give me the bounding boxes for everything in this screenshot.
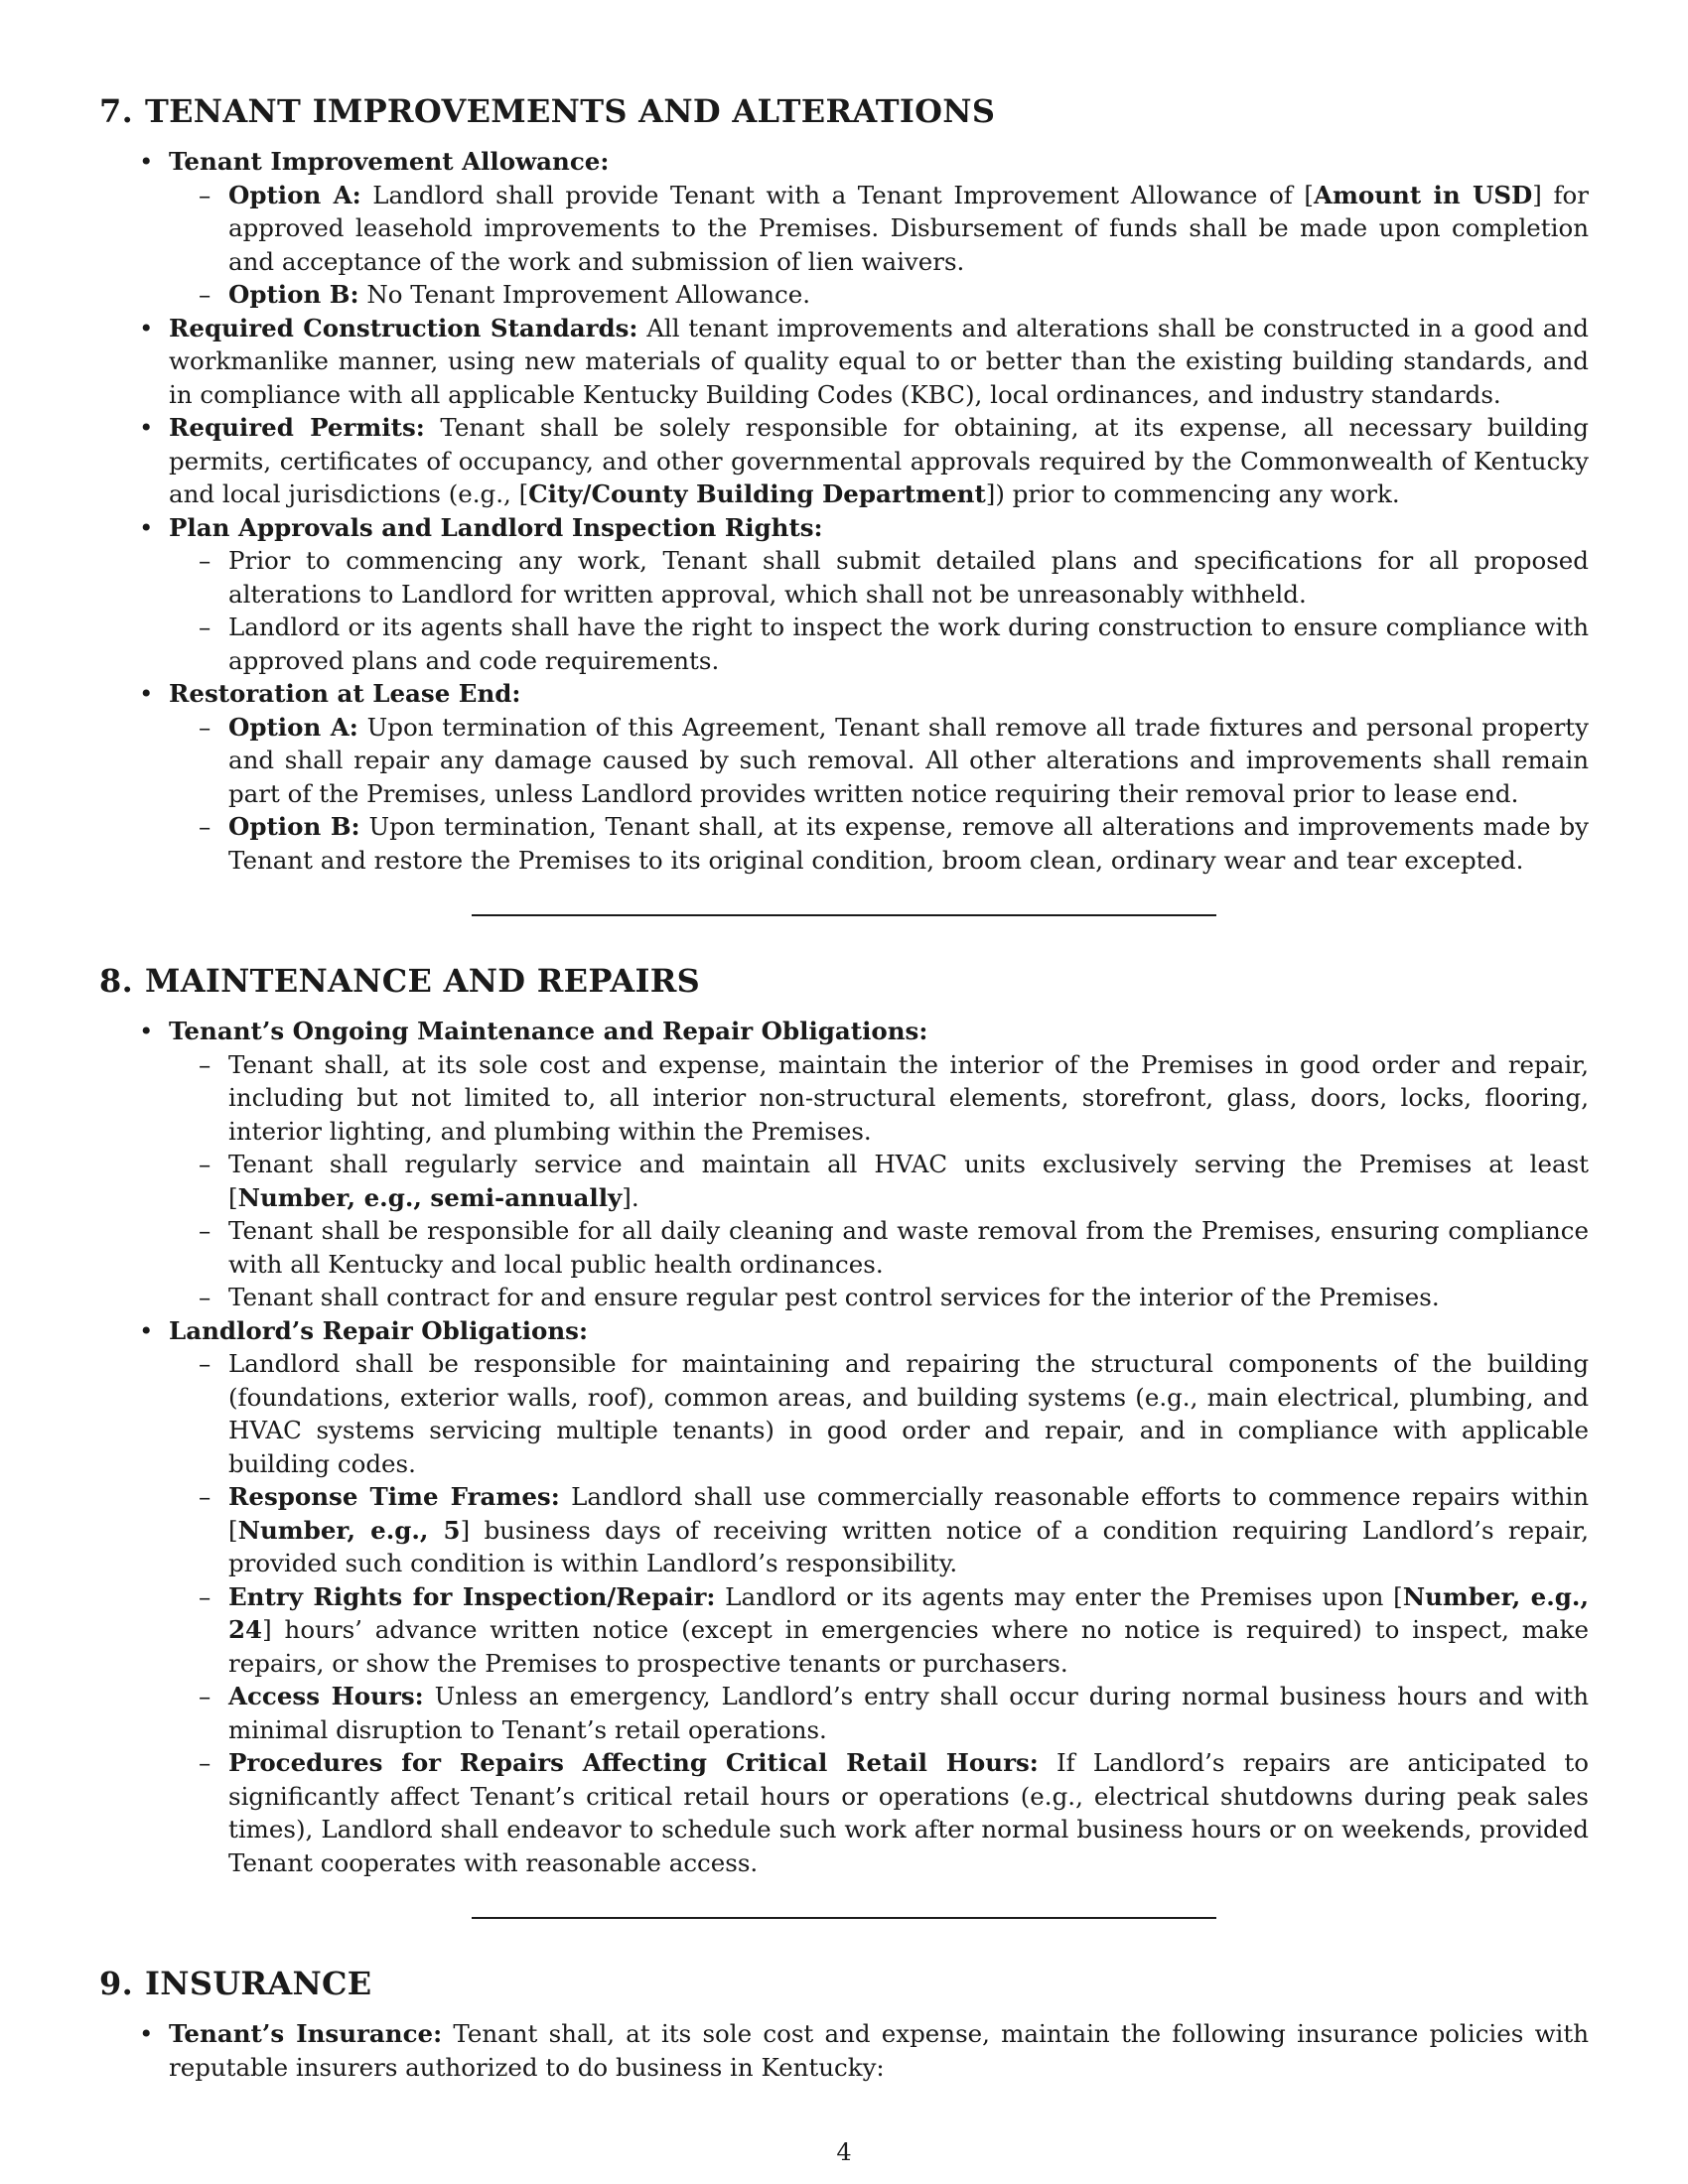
placeholder-field: City/County Building Department <box>528 479 986 508</box>
paragraph-text: Tenant shall be solely responsible for obtaining, at its expense, all necessary building permits, certificates of occupancy, and other governmental approvals required by the Commonwealth of Kentucky and local jurisdictions (e.g., [ <box>169 413 1589 508</box>
placeholder-field: Number, e.g., 24 <box>228 1581 1589 1644</box>
sub-list-item <box>228 1680 1589 1746</box>
item-label: Tenant Improvement Allowance: <box>169 147 610 176</box>
list-item <box>169 1314 1589 1880</box>
paragraph-text: ] for approved leasehold improvements to the Premises. Disbursement of funds shall be made upon completion and acceptance of the work and submission of lien waivers. <box>228 180 1589 276</box>
section-divider <box>472 1917 1216 1919</box>
sub-list-item <box>228 1580 1589 1681</box>
page-number: 4 <box>836 2138 852 2166</box>
option-label: Response Time Frames: <box>228 1482 560 1511</box>
section-divider <box>472 914 1216 916</box>
paragraph-text: If Landlord’s repairs are anticipated to significantly affect Tenant’s critical retail hours or operations (e.g., electrical shutdowns during peak sales times), Landlord shall endeavor to schedule such work after normal business hours or on weekends, provided Tenant cooperates with reasonable access. <box>228 1748 1589 1877</box>
paragraph-text: Landlord shall provide Tenant with a Tenant Improvement Allowance of [ <box>360 180 1314 209</box>
paragraph-text: ] business days of receiving written notice of a condition requiring Landlord’s repair, provided such condition is within Landlord’s responsibility. <box>228 1515 1590 1577</box>
sub-list <box>169 1048 1589 1314</box>
section-number: 7. <box>99 92 134 130</box>
sub-list-item <box>228 711 1589 811</box>
list-item <box>169 511 1589 678</box>
sub-list-item: – Tenant shall be responsible for all daily cleaning and waste removal from the Premises, ensuring compliance with all Kentucky and local public health ordinances. <box>228 1214 1589 1281</box>
placeholder-field: Number, e.g., semi-annually <box>237 1182 623 1212</box>
sub-list-item <box>228 179 1589 279</box>
paragraph-text: Tenant shall regularly service and maintain all HVAC units exclusively serving the Premises at least [ <box>228 1150 1589 1212</box>
item-label: Required Permits: <box>169 413 425 442</box>
item-label: Tenant’s Ongoing Maintenance and Repair Obligations: <box>169 1017 928 1045</box>
section-7-list <box>99 145 1589 877</box>
option-label: Option B: <box>228 280 359 309</box>
paragraph-text: No Tenant Improvement Allowance. <box>358 280 811 309</box>
item-label: Restoration at Lease End: <box>169 679 521 708</box>
section-7-heading <box>99 91 1589 131</box>
item-label: Required Construction Standards: <box>169 313 638 342</box>
list-item <box>169 677 1589 877</box>
placeholder-field: Amount in USD <box>1313 180 1533 209</box>
item-label: Plan Approvals and Landlord Inspection Rights: <box>169 512 823 542</box>
paragraph-text: ]) prior to commencing any work. <box>985 479 1400 508</box>
item-label: Landlord’s Repair Obligations: <box>169 1315 588 1345</box>
section-number: 8. <box>99 962 134 1000</box>
section-9-heading <box>99 1964 1589 2003</box>
sub-list-item <box>228 278 1589 312</box>
sub-list-item: – Landlord or its agents shall have the right to inspect the work during construction to ensure compliance with approved plans and code requirements. <box>228 611 1589 677</box>
sub-list-item: – Prior to commencing any work, Tenant shall submit detailed plans and specifications for all proposed alterations to Landlord for written approval, which shall not be unreasonably withheld. <box>228 544 1589 611</box>
sub-list-item <box>228 1746 1589 1879</box>
paragraph-text: Upon termination, Tenant shall, at its expense, remove all alterations and improvements made by Tenant and restore the Premises to its original condition, broom clean, ordinary wear and tear excepted. <box>228 812 1589 875</box>
sub-list-item <box>228 810 1589 877</box>
placeholder-field: Number, e.g., 5 <box>237 1515 461 1545</box>
list-item <box>169 1015 1589 1314</box>
sub-list-item <box>228 1480 1589 1580</box>
item-label: Tenant’s Insurance: <box>169 2019 443 2048</box>
list-item <box>169 312 1589 412</box>
sub-list-item: – Tenant shall, at its sole cost and expense, maintain the interior of the Premises in good order and repair, including but not limited to, all interior non-structural elements, storefront, glass, doors, locks, flooring, interior lighting, and plumbing within the Premises. <box>228 1048 1589 1149</box>
option-label: Procedures for Repairs Affecting Critical Retail Hours: <box>228 1748 1039 1777</box>
list-item <box>169 2017 1589 2084</box>
sub-list <box>169 1347 1589 1879</box>
option-label: Access Hours: <box>228 1682 424 1710</box>
paragraph-text: Landlord or its agents may enter the Premises upon [ <box>715 1581 1403 1611</box>
list-item <box>169 145 1589 312</box>
section-9-list <box>99 2017 1589 2084</box>
option-label: Option A: <box>228 180 361 209</box>
paragraph-text: ] hours’ advance written notice (except in emergencies where no notice is required) to inspect, make repairs, or show the Premises to prospective tenants or purchasers. <box>228 1615 1589 1678</box>
paragraph-text: Tenant shall, at its sole cost and expense, maintain the following insurance policies with reputable insurers authorized to do business in Kentucky: <box>169 2019 1590 2082</box>
option-label: Entry Rights for Inspection/Repair: <box>228 1581 716 1611</box>
sub-list <box>169 711 1589 878</box>
paragraph-text: Unless an emergency, Landlord’s entry shall occur during normal business hours and with minimal disruption to Tenant’s retail operations. <box>228 1682 1589 1744</box>
section-title: TENANT IMPROVEMENTS AND ALTERATIONS <box>145 92 996 130</box>
paragraph-text: All tenant improvements and alterations shall be constructed in a good and workmanlike manner, using new materials of quality equal to or better than the existing building standards, and in compliance with all applicable Kentucky Building Codes (KBC), local ordinances, and industry standards. <box>169 313 1589 409</box>
section-8-heading <box>99 961 1589 1001</box>
section-title: MAINTENANCE AND REPAIRS <box>145 962 701 1000</box>
section-number: 9. <box>99 1965 134 2002</box>
list-item <box>169 411 1589 511</box>
option-label: Option A: <box>228 712 358 742</box>
sub-list <box>169 544 1589 677</box>
sub-list-item <box>228 1148 1589 1214</box>
sub-list-item: – Tenant shall contract for and ensure regular pest control services for the interior of the Premises. <box>228 1281 1589 1314</box>
sub-list <box>169 179 1589 312</box>
sub-list-item: – Landlord shall be responsible for maintaining and repairing the structural components of the building (foundations, exterior walls, roof), common areas, and building systems (e.g., main electrical, plumbing, and HVAC systems servicing multiple tenants) in good order and repair, and in compliance with applicable building codes. <box>228 1347 1589 1480</box>
section-title: INSURANCE <box>145 1965 372 2002</box>
paragraph-text: ]. <box>622 1182 639 1212</box>
option-label: Option B: <box>228 812 360 841</box>
section-8-list <box>99 1015 1589 1879</box>
paragraph-text: Upon termination of this Agreement, Tenant shall remove all trade fixtures and personal property and shall repair any damage caused by such removal. All other alterations and improvements shall remain part of the Premises, unless Landlord provides written notice requiring their removal prior to lease end. <box>228 712 1589 808</box>
paragraph-text: Landlord shall use commercially reasonable efforts to commence repairs within [ <box>228 1482 1589 1545</box>
